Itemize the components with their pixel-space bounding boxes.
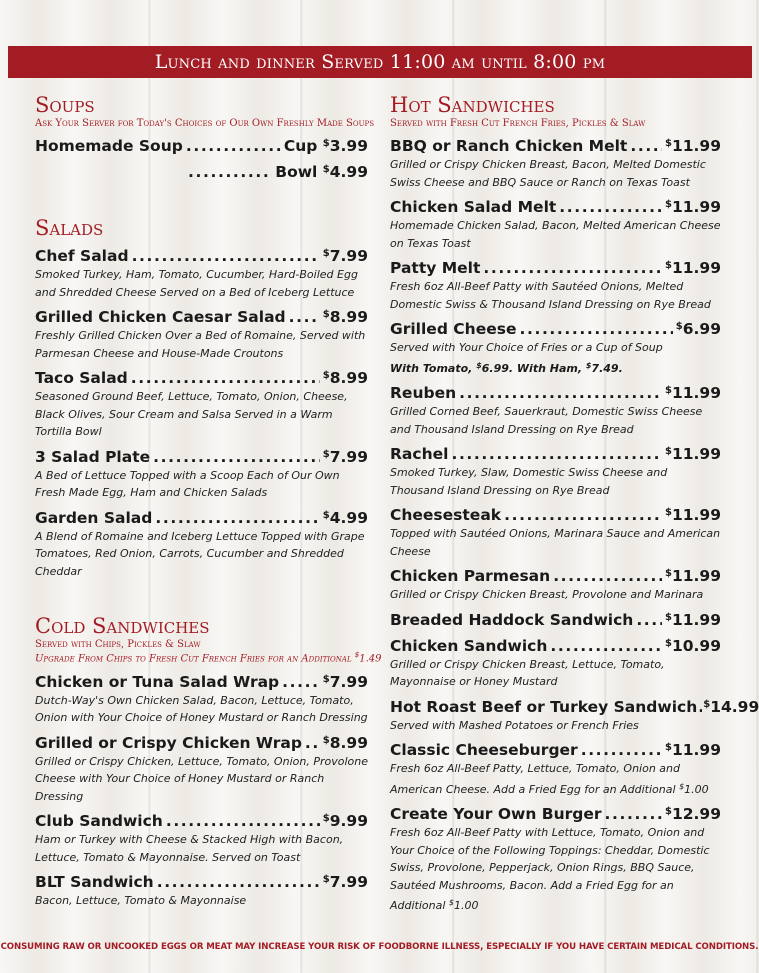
menu-item — [390, 564, 721, 586]
hot-sandwiches-section — [390, 93, 759, 915]
item-name: Chicken or Tuna Salad Wrap — [35, 672, 280, 691]
menu-item — [35, 670, 368, 692]
item-price: $11.99 — [665, 506, 721, 525]
item-name: Classic Cheeseburger — [390, 741, 578, 760]
salads-section — [35, 216, 368, 580]
menu-item — [35, 870, 368, 892]
item-name: BBQ or Ranch Chicken Melt — [390, 137, 628, 156]
item-price: $11.99 — [665, 384, 721, 403]
item-description: Freshly Grilled Chicken Over a Bed of Romaine, Served with Parmesan Cheese and House-Made Croutons — [35, 329, 366, 360]
soups-section — [35, 93, 375, 182]
soups-subtitle: Ask Your Server for Today's Choices of Our Own Freshly Made Soups — [35, 118, 375, 130]
dot-leader — [186, 136, 281, 156]
left-column — [35, 93, 382, 910]
dot-leader — [459, 383, 662, 403]
menu-item — [390, 442, 721, 464]
item-price: $6.99 — [675, 320, 721, 339]
item-description: Fresh 6oz All-Beef Patty, Lettuce, Tomato, Onion and American Cheese. Add a Fried Egg for an Additional $1.00 — [390, 762, 709, 796]
cold-sandwiches-section — [35, 614, 382, 909]
item-description: Dutch-Way's Own Chicken Salad, Bacon, Lettuce, Tomato, Onion with Your Choice of Honey Mustard or Ranch Dressing — [35, 693, 368, 725]
item-name: Create Your Own Burger — [390, 805, 602, 824]
right-column — [390, 93, 759, 915]
item-description: Served with Mashed Potatoes or French Fries — [390, 718, 639, 732]
item-price: $11.99 — [665, 610, 721, 629]
item-description: A Blend of Romaine and Iceberg Lettuce Topped with Grape Tomatoes, Red Onion, Carrots, Cucumber and Shredded Cheddar — [35, 529, 365, 578]
item-price: $3.99 — [322, 137, 368, 156]
item-price: $11.99 — [665, 445, 721, 464]
menu-item — [390, 608, 721, 630]
item-price: $11.99 — [665, 741, 721, 760]
menu-item — [35, 305, 368, 327]
dot-leader — [305, 733, 320, 753]
dot-leader — [131, 368, 320, 388]
hours-banner — [8, 46, 752, 78]
item-name: Chicken Salad Melt — [390, 198, 557, 217]
item-description: Bacon, Lettuce, Tomato & Mayonnaise — [35, 894, 247, 908]
item-price: $8.99 — [322, 369, 368, 388]
item-description: Served with Your Choice of Fries or a Cup of Soup — [390, 341, 663, 355]
item-name: Hot Roast Beef or Turkey Sandwich — [390, 697, 698, 716]
dot-leader — [605, 804, 662, 824]
dot-leader — [504, 505, 662, 525]
dot-leader — [157, 872, 320, 892]
food-safety-disclaimer: CONSUMING RAW OR UNCOOKED EGGS OR MEAT MAY INCREASE YOUR RISK OF FOODBORNE ILLNESS, ESPECIALLY IF YOU HAVE CERTAIN MEDICAL CONDITIONS. — [0, 942, 759, 952]
item-description: Ham or Turkey with Cheese & Stacked High with Bacon, Lettuce, Tomato & Mayonnaise. Served on Toast — [35, 833, 344, 864]
item-price: $7.99 — [322, 672, 368, 691]
dot-leader — [519, 319, 672, 339]
item-description: Grilled Corned Beef, Sauerkraut, Domestic Swiss Cheese and Thousand Island Dressing on Rye Bread — [390, 405, 703, 436]
item-name: Breaded Haddock Sandwich — [390, 610, 634, 629]
item-name: Reuben — [390, 384, 457, 403]
item-price: $7.99 — [322, 873, 368, 892]
dot-leader — [282, 672, 320, 692]
dot-leader — [698, 697, 702, 717]
menu-item — [35, 809, 368, 831]
item-name: Club Sandwich — [35, 812, 163, 831]
item-price: $8.99 — [322, 733, 368, 752]
menu-item — [390, 802, 721, 824]
menu-item — [390, 634, 721, 656]
item-name: Chicken Sandwich — [390, 636, 548, 655]
item-description: Grilled or Crispy Chicken, Lettuce, Tomato, Onion, Provolone Cheese with Your Choice of Honey Mustard or Ranch Dressing — [35, 754, 368, 803]
dot-leader — [166, 811, 320, 831]
dot-leader — [553, 566, 662, 586]
dot-leader — [581, 740, 662, 760]
item-price: $10.99 — [665, 636, 721, 655]
salads-title: Salads — [35, 216, 104, 241]
upgrade-note: Upgrade From Chips to Fresh Cut French Fries for an Additional $1.49 — [35, 651, 382, 665]
item-size: Cup — [283, 137, 318, 156]
item-description: Grilled or Crispy Chicken Breast, Bacon, Melted Domestic Swiss Cheese and BBQ Sauce or Ranch on Texas Toast — [390, 158, 706, 189]
item-description: Seasoned Ground Beef, Lettuce, Tomato, Onion, Cheese, Black Olives, Sour Cream and Salsa Served in a Warm Tortilla Bowl — [35, 390, 348, 439]
cold-sandwiches-subtitle: Served with Chips, Pickles & Slaw — [35, 639, 201, 651]
dot-leader — [155, 508, 319, 528]
item-price: $12.99 — [665, 805, 721, 824]
dot-leader — [630, 136, 662, 156]
item-description: Fresh 6oz All-Beef Patty with Lettuce, Tomato, Onion and Your Choice of the Following Toppings: Cheddar, Domestic Swiss, Provolone, Pepperjack, Onion Rings, BBQ Sauce, Sautéed Mushrooms, Bacon. Add a Fried Egg for an Additional $1.00 — [390, 826, 710, 913]
menu-item — [390, 381, 721, 403]
item-name: Patty Melt — [390, 259, 481, 278]
hot-sandwiches-title: Hot Sandwiches — [390, 93, 555, 117]
item-name: Cheesesteak — [390, 506, 502, 525]
dot-leader — [636, 610, 662, 630]
menu-item — [35, 244, 368, 266]
cold-sandwiches-title: Cold Sandwiches — [35, 614, 210, 639]
item-price: $11.99 — [665, 259, 721, 278]
item-price: $11.99 — [665, 567, 721, 586]
item-description: Topped with Sautéed Onions, Marinara Sauce and American Cheese — [390, 527, 721, 558]
item-name: Grilled or Crispy Chicken Wrap — [35, 733, 302, 752]
dot-leader — [550, 636, 662, 656]
menu-item — [390, 317, 721, 339]
item-price: $11.99 — [665, 198, 721, 217]
item-name: Grilled Chicken Caesar Salad — [35, 308, 286, 327]
item-price: $11.99 — [665, 137, 721, 156]
item-name: Rachel — [390, 445, 449, 464]
dot-leader — [559, 197, 662, 217]
item-name: BLT Sandwich — [35, 873, 154, 892]
menu-item — [390, 134, 721, 156]
item-description: Fresh 6oz All-Beef Patty with Sautéed Onions, Melted Domestic Swiss & Thousand Island Dressing on Rye Bread — [390, 280, 711, 311]
menu-item — [35, 731, 368, 753]
dot-leader — [188, 162, 272, 182]
item-description: Grilled or Crispy Chicken Breast, Provolone and Marinara — [390, 588, 704, 602]
item-name: 3 Salad Plate — [35, 447, 151, 466]
menu-item — [35, 134, 368, 156]
item-description: Smoked Turkey, Slaw, Domestic Swiss Cheese and Thousand Island Dressing on Rye Bread — [390, 466, 668, 497]
menu-item — [185, 160, 368, 182]
dot-leader — [451, 444, 662, 464]
item-price: $7.99 — [322, 247, 368, 266]
hours-banner-text: Lunch and dinner Served 11:00 am until 8:00 pm — [154, 51, 606, 73]
item-description: Grilled or Crispy Chicken Breast, Lettuce, Tomato, Mayonnaise or Honey Mustard — [390, 657, 665, 689]
item-price: $14.99 — [703, 697, 759, 716]
menu-item — [35, 445, 368, 467]
item-price: $4.99 — [322, 163, 368, 182]
menu-item — [390, 503, 721, 525]
item-description: Homemade Chicken Salad, Bacon, Melted American Cheese on Texas Toast — [390, 219, 721, 250]
item-name: Chicken Parmesan — [390, 567, 551, 586]
hot-sandwiches-subtitle: Served with Fresh Cut French Fries, Pickles & Slaw — [390, 118, 646, 130]
item-description: A Bed of Lettuce Topped with a Scoop Each of Our Own Fresh Made Egg, Ham and Chicken Salads — [35, 468, 340, 500]
item-name: Taco Salad — [35, 369, 128, 388]
item-name: Homemade Soup — [35, 137, 183, 156]
menu-item — [390, 738, 721, 760]
item-price: $9.99 — [322, 812, 368, 831]
item-name: Garden Salad — [35, 508, 153, 527]
item-size: Bowl — [275, 163, 318, 182]
item-price: $8.99 — [322, 308, 368, 327]
soups-title: Soups — [35, 93, 95, 117]
item-name: Chef Salad — [35, 247, 129, 266]
item-price: $4.99 — [322, 508, 368, 527]
dot-leader — [289, 307, 320, 327]
menu-item — [390, 256, 721, 278]
dot-leader — [153, 447, 320, 467]
dot-leader — [132, 246, 320, 266]
item-name: Grilled Cheese — [390, 320, 517, 339]
menu-item — [35, 366, 368, 388]
menu-item — [390, 695, 759, 717]
item-extra-options: With Tomato, $6.99. With Ham, $7.49. — [390, 360, 623, 375]
item-description: Smoked Turkey, Ham, Tomato, Cucumber, Hard-Boiled Egg and Shredded Cheese Served on a Bed of Iceberg Lettuce — [35, 268, 358, 299]
item-price: $7.99 — [322, 447, 368, 466]
menu-item — [35, 506, 368, 528]
menu-item — [390, 195, 721, 217]
dot-leader — [483, 258, 662, 278]
